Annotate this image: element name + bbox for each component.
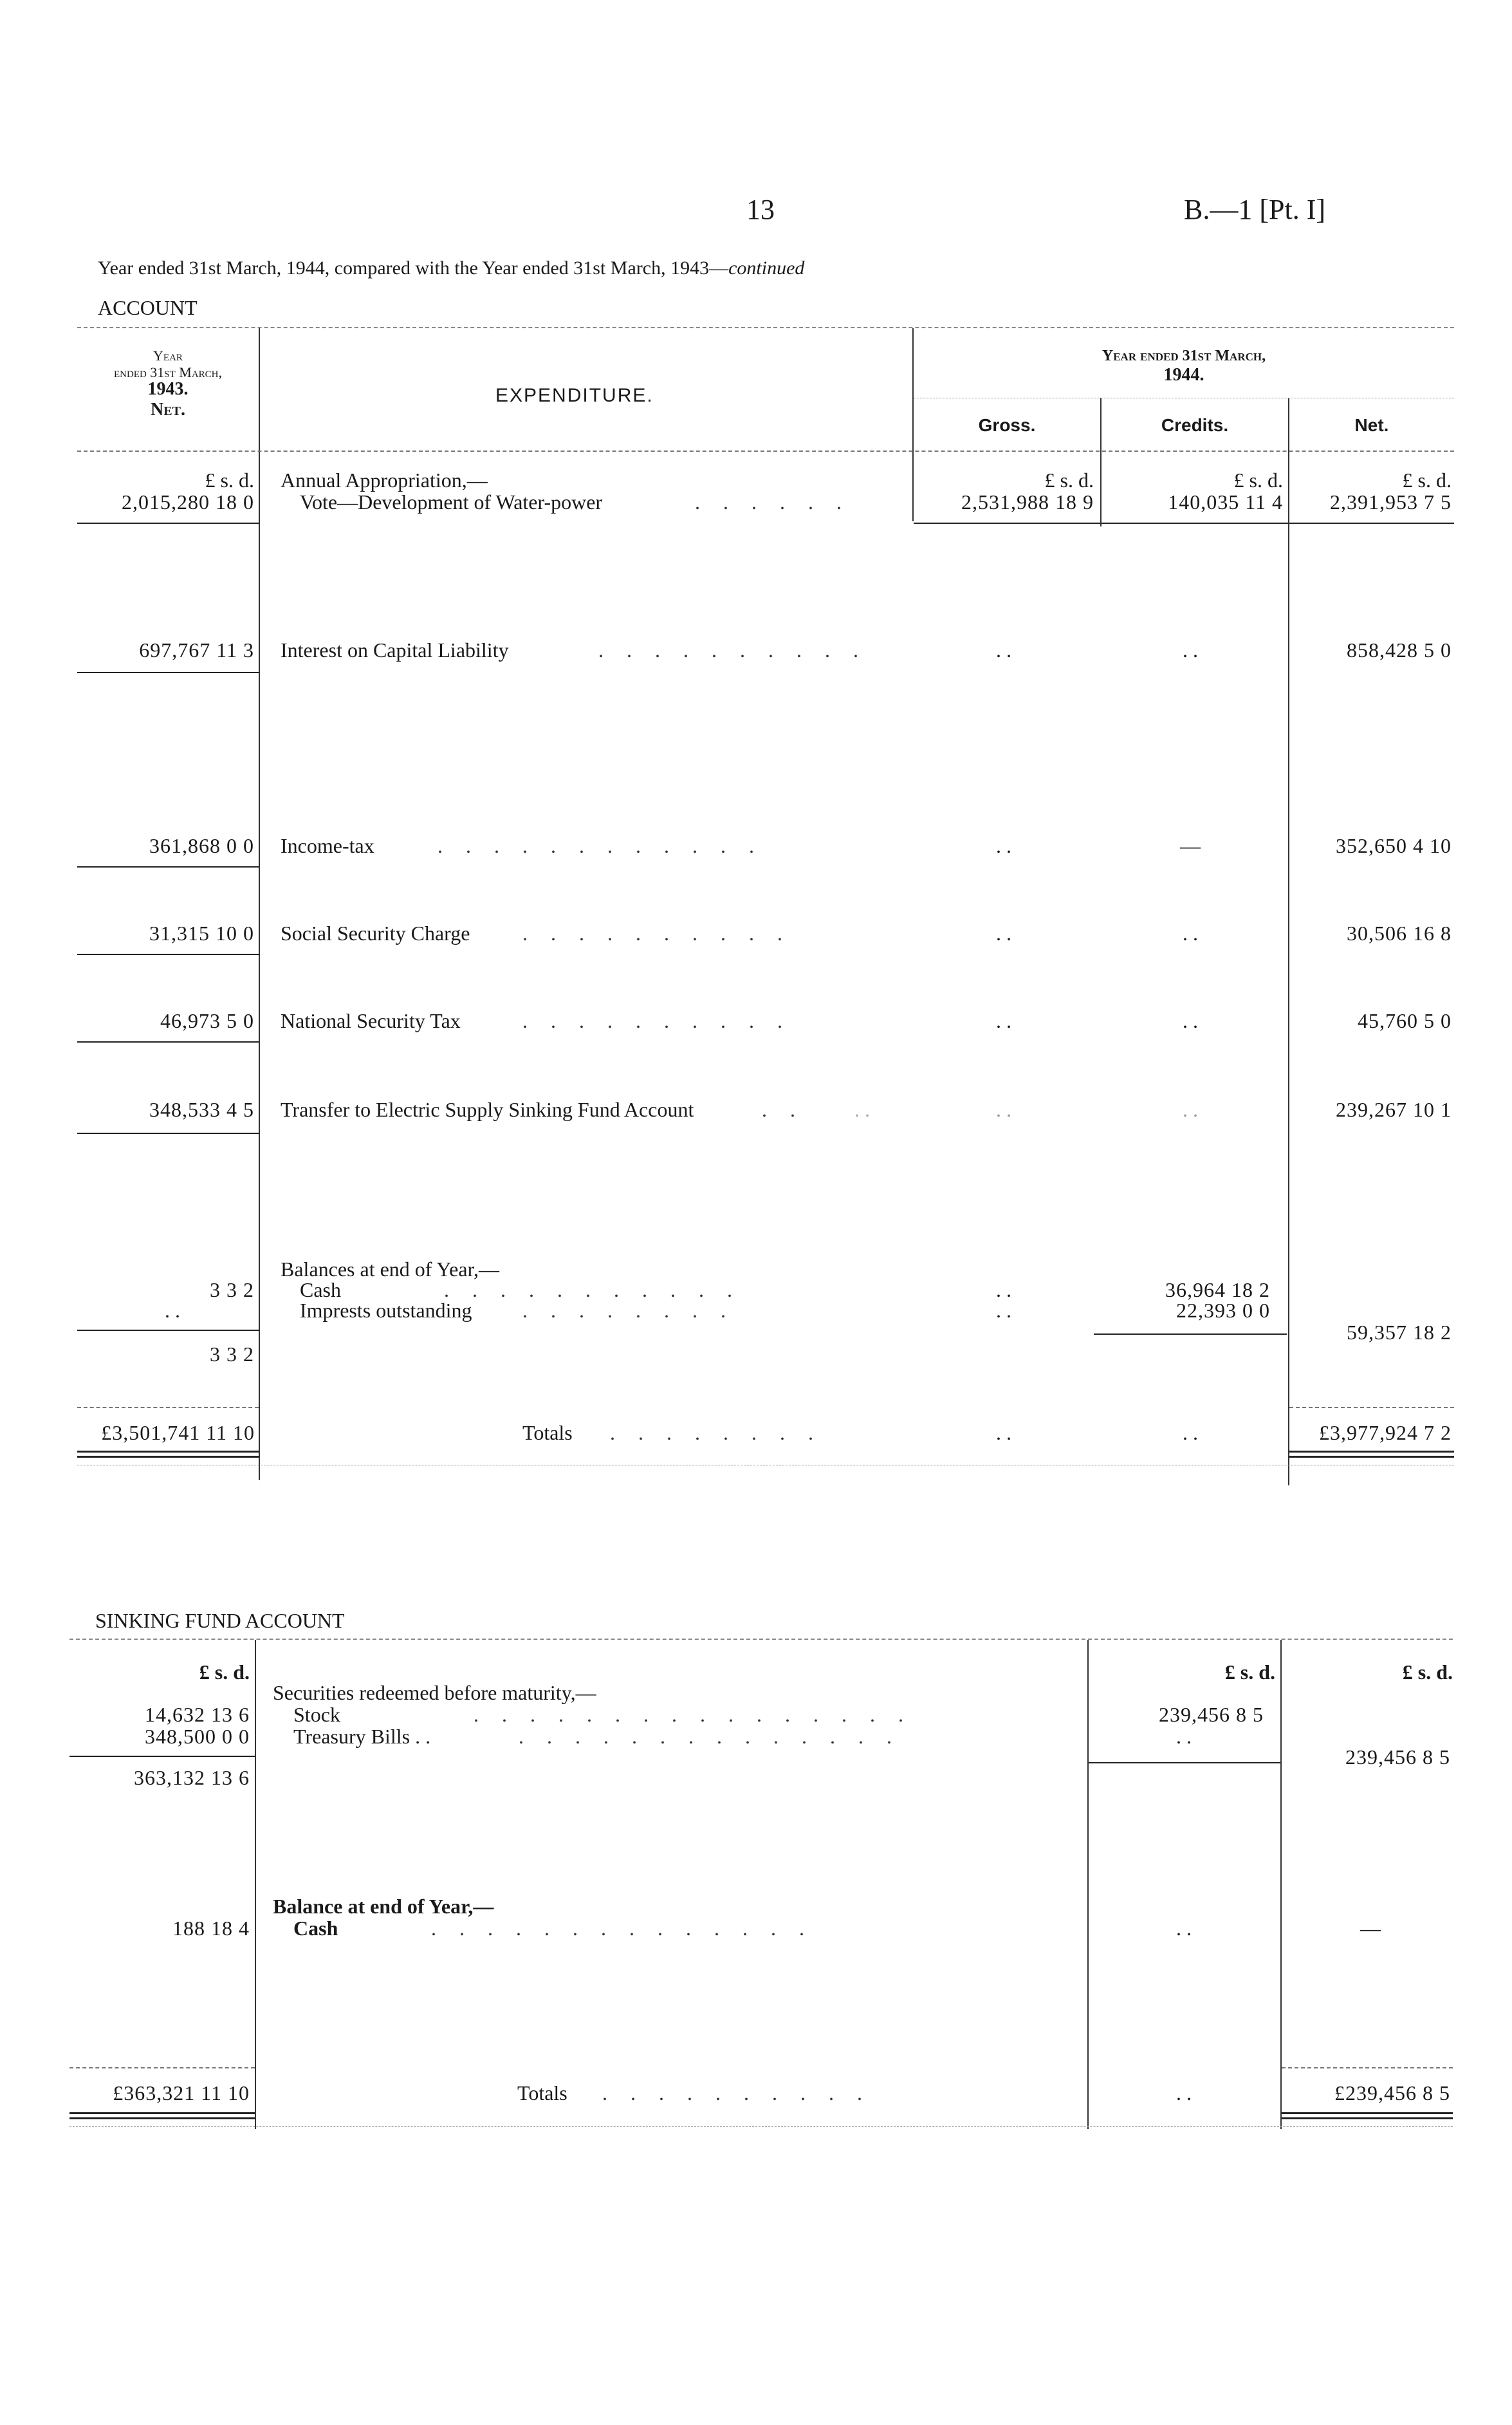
table2-totals-net-double-1	[1282, 2112, 1453, 2114]
table-row-interest-credits: . .	[1183, 638, 1198, 662]
table2-mid-right-divider	[1280, 1640, 1282, 2129]
balances-credits-imprests: 22,393 0 0	[1176, 1299, 1270, 1322]
table-row-national-desc: National Security Tax	[281, 1009, 461, 1032]
table-row-transfer-prev: 348,533 4 5	[149, 1098, 254, 1121]
securities-net: 239,456 8 5	[1345, 1745, 1450, 1769]
table2-totals-net-toprule	[1282, 2067, 1453, 2068]
table-row-social-credits: . .	[1183, 922, 1198, 945]
balances-prev-imprests: . .	[165, 1299, 180, 1322]
col-group-line1: Year ended 31st March,	[1102, 348, 1266, 364]
table2-totals-prev-double-2	[69, 2117, 255, 2119]
totals-leaders: . . . . . . . .	[610, 1421, 822, 1444]
table-row-incometax-desc: Income-tax	[281, 834, 374, 857]
col-prev-year: 1943.	[147, 379, 189, 399]
units-prev: £ s. d.	[205, 469, 254, 492]
national-prev-rule	[77, 1041, 259, 1043]
balance-title: Balance at end of Year,—	[273, 1895, 494, 1918]
units-net: £ s. d.	[1402, 469, 1452, 492]
securities-title: Securities redeemed before maturity,—	[273, 1681, 596, 1704]
balance-mid-cash: . .	[1176, 1917, 1192, 1940]
col-gross-heading: Gross.	[978, 415, 1036, 435]
table-row-transfer-net: 239,267 10 1	[1336, 1098, 1452, 1121]
table-row-national-prev: 46,973 5 0	[160, 1009, 254, 1032]
table-row-national-net: 45,760 5 0	[1358, 1009, 1452, 1032]
table2-totals-mid: . .	[1176, 2081, 1192, 2104]
table2-units-mid: £ s. d.	[1224, 1660, 1275, 1684]
table-row-national-credits: . .	[1183, 1009, 1198, 1032]
table-row-interest-desc: Interest on Capital Liability	[281, 638, 509, 662]
social-prev-rule	[77, 954, 259, 955]
table-row-transfer-gross: . .	[996, 1098, 1011, 1121]
balances-imprests-label: Imprests outstanding	[300, 1299, 472, 1322]
table1-top-rule	[77, 327, 1454, 328]
table2-totals-net: £239,456 8 5	[1334, 2081, 1450, 2104]
balances-gross-cash: . .	[996, 1278, 1011, 1301]
units-gross: £ s. d.	[1044, 469, 1094, 492]
securities-mid-stock: 239,456 8 5	[1159, 1703, 1264, 1726]
balance-cash-leaders: . . . . . . . . . . . . . .	[431, 1917, 813, 1940]
col-prev-net: Net.	[151, 400, 185, 420]
table-row-incometax-prev: 361,868 0 0	[149, 834, 254, 857]
table-row-appropriation-net: 2,391,953 7 5	[1330, 490, 1452, 514]
table-row-incometax-leaders: . . . . . . . . . . . .	[438, 834, 763, 857]
col-prev-year-label	[77, 348, 259, 418]
table-row-appropriation-gross: 2,531,988 18 9	[961, 490, 1094, 514]
table-row-transfer-desc: Transfer to Electric Supply Sinking Fund Account	[281, 1098, 694, 1121]
securities-stock-label: Stock	[293, 1703, 340, 1726]
table-row-social-gross: . .	[996, 922, 1011, 945]
table1-header-rule	[77, 451, 1454, 452]
table1-prev-divider	[259, 328, 260, 1480]
totals-net-double-2	[1289, 1456, 1454, 1458]
subtitle-italic: continued	[728, 257, 805, 279]
balances-cash-leaders: . . . . . . . . . . .	[444, 1278, 741, 1301]
table2-bottom-rule	[69, 2126, 1453, 2127]
totals-prev-double-2	[77, 1456, 259, 1458]
balances-credits-subrule	[1094, 1333, 1287, 1335]
totals-credits: . .	[1183, 1421, 1198, 1444]
securities-prev-stock: 14,632 13 6	[145, 1703, 250, 1726]
table-row-transfer-leaders: . .	[762, 1098, 804, 1121]
balances-prev-subrule	[77, 1330, 259, 1331]
table-row-incometax-net: 352,650 4 10	[1336, 834, 1452, 857]
table2-units-prev: £ s. d.	[199, 1660, 250, 1684]
table-row-interest-leaders: . . . . . . . . . .	[598, 638, 867, 662]
securities-bills-leaders: . . . . . . . . . . . . . .	[519, 1725, 901, 1748]
table-row-interest-gross: . .	[996, 638, 1011, 662]
table-row-incometax-gross: . .	[996, 834, 1011, 857]
col-group-year: 1944.	[1163, 365, 1204, 385]
table-row-social-desc: Social Security Charge	[281, 922, 470, 945]
balances-net: 59,357 18 2	[1347, 1321, 1452, 1344]
table-row-appropriation-leaders: . . . . . .	[695, 490, 851, 514]
section-title: ACCOUNT	[98, 296, 198, 319]
table2-top-rule	[69, 1639, 1453, 1640]
table-row-appropriation-credits: 140,035 11 4	[1168, 490, 1283, 514]
table2-totals-label: Totals	[517, 2081, 567, 2104]
table-row-interest-net: 858,428 5 0	[1347, 638, 1452, 662]
balances-gross-imprests: . .	[996, 1299, 1011, 1322]
table2-totals-prev: £363,321 11 10	[113, 2081, 250, 2104]
balance-prev-cash: 188 18 4	[172, 1917, 250, 1940]
securities-mid-rule	[1089, 1762, 1280, 1763]
expenditure-heading: EXPENDITURE.	[495, 385, 654, 406]
securities-prev-bills: 348,500 0 0	[145, 1725, 250, 1748]
table-row-social-net: 30,506 16 8	[1347, 922, 1452, 945]
balances-prev-cash: 3 3 2	[210, 1278, 254, 1301]
table-row-appropriation-vote: Vote—Development of Water-power	[300, 490, 603, 514]
table2-totals-prev-double-1	[69, 2112, 255, 2114]
table-row-national-gross: . .	[996, 1009, 1011, 1032]
balances-imprests-leaders: . . . . . . . .	[522, 1299, 735, 1322]
col-prev-line2: ended 31st March,	[113, 364, 223, 380]
securities-prev-rule	[69, 1756, 255, 1757]
document-reference: B.—1 [Pt. I]	[1184, 194, 1325, 225]
table-row-appropriation-prev: 2,015,280 18 0	[122, 490, 254, 514]
appropriation-gross-rule	[914, 523, 1100, 524]
incometax-prev-rule	[77, 866, 259, 868]
table-row-national-leaders: . . . . . . . . . .	[522, 1009, 791, 1032]
table-row-transfer-credits: . .	[1183, 1098, 1198, 1121]
table-row-appropriation-title: Annual Appropriation,—	[281, 469, 488, 492]
col-group-heading	[914, 346, 1454, 385]
col-net-heading: Net.	[1354, 415, 1389, 435]
securities-bills-label: Treasury Bills . .	[293, 1725, 431, 1748]
appropriation-net-rule	[1289, 523, 1454, 524]
securities-stock-leaders: . . . . . . . . . . . . . . . .	[474, 1703, 912, 1726]
table-row-incometax-credits: —	[1180, 834, 1201, 857]
table-row-social-prev: 31,315 10 0	[149, 922, 254, 945]
units-credits: £ s. d.	[1233, 469, 1283, 492]
balances-prev-total: 3 3 2	[210, 1343, 254, 1366]
table2-totals-leaders: . . . . . . . . . .	[602, 2081, 871, 2104]
balances-net-rule	[1289, 1407, 1454, 1408]
totals-prev-double-1	[77, 1451, 259, 1453]
securities-mid-bills: . .	[1176, 1725, 1192, 1748]
balances-credits-cash: 36,964 18 2	[1165, 1278, 1270, 1301]
balances-cash-label: Cash	[300, 1278, 341, 1301]
balance-cash-label: Cash	[293, 1917, 338, 1940]
col-prev-line1: Year	[153, 348, 183, 364]
appropriation-credits-rule	[1102, 523, 1288, 524]
interest-prev-rule	[77, 672, 259, 673]
page-number: 13	[746, 194, 775, 225]
subtitle-main: Year ended 31st March, 1944, compared with the Year ended 31st March, 1943—	[98, 257, 729, 279]
table-row-interest-prev: 697,767 11 3	[139, 638, 254, 662]
securities-prev-total: 363,132 13 6	[134, 1766, 250, 1789]
col-credits-heading: Credits.	[1161, 415, 1229, 435]
totals-net-double-1	[1289, 1451, 1454, 1453]
appropriation-prev-rule	[77, 523, 259, 524]
table-row-social-leaders: . . . . . . . . . .	[522, 922, 791, 945]
totals-prev-toprule	[77, 1407, 259, 1408]
totals-label: Totals	[522, 1421, 573, 1444]
balances-title: Balances at end of Year,—	[281, 1258, 499, 1281]
report-subtitle	[98, 257, 804, 279]
transfer-prev-rule	[77, 1133, 259, 1134]
table2-totals-prev-toprule	[69, 2067, 255, 2068]
sinking-fund-title: SINKING FUND ACCOUNT	[95, 1609, 345, 1632]
table2-units-net: £ s. d.	[1402, 1660, 1453, 1684]
totals-gross: . .	[996, 1421, 1011, 1444]
totals-prev: £3,501,741 11 10	[101, 1421, 255, 1444]
totals-net: £3,977,924 7 2	[1319, 1421, 1452, 1444]
table-row-transfer-pre: . .	[854, 1098, 870, 1121]
table2-prev-divider	[255, 1640, 256, 2129]
table2-totals-net-double-2	[1282, 2117, 1453, 2119]
balance-net-cash: —	[1360, 1917, 1381, 1940]
